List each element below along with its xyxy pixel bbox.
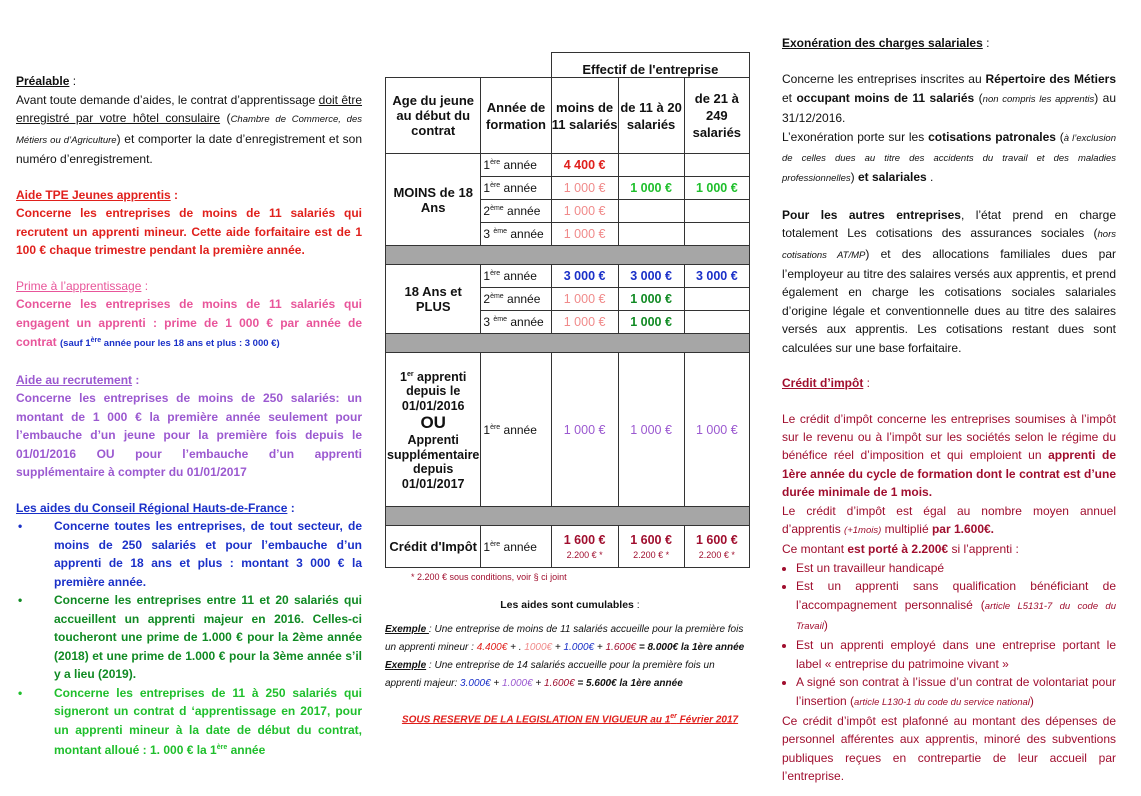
- empty-cell: [684, 223, 749, 246]
- prealable-colon: :: [69, 74, 77, 88]
- value-cell: 1 000 €: [551, 288, 618, 311]
- right-column: [782, 34, 1116, 786]
- left-column: [16, 72, 362, 760]
- separator-row: [386, 246, 750, 265]
- prealable-underline: doit être enregistré par votre hôtel consulaire: [16, 92, 363, 125]
- credit-conditions: [782, 559, 1116, 712]
- recrutement-colon: :: [132, 372, 140, 387]
- credit-title: Crédit d’impôt: [782, 376, 864, 391]
- bullet-icon: •: [18, 519, 23, 534]
- value-cell: 3 000 €: [551, 265, 618, 288]
- col-annee: Année de formation: [481, 78, 551, 154]
- year-3: 3 $^{ème}$ année: [481, 223, 551, 246]
- year-1: 1ère année: [481, 526, 551, 568]
- prealable-text-1: Avant toute demande d’aides, le contrat d’apprentissage: [16, 92, 319, 107]
- value-cell: 1 000 €: [618, 311, 684, 334]
- region-bullet-2: • Concerne les entreprises entre 11 et 20 salariés qui accueillent un apprenti majeur en 2016. Celles-ci toucheront une prime de 1.000 € pour la 2ème année (2018) et une prime de 1.000 € pour la 3ème année s’il y a lieu (2019).: [18, 593, 362, 682]
- prealable-italic: Chambre de Commerce, des Métiers ou d’Agriculture: [16, 114, 362, 146]
- empty-cell: [684, 311, 749, 334]
- prime-exception: (sauf 1ère année pour les 18 ans et plus : 3 000 €): [60, 337, 280, 350]
- exo-paragraph-1: Concerne les entreprises inscrites au Répertoire des Métiers et occupant moins de 11 salariés (non compris les apprentis) au 31/12/2016.: [782, 72, 1116, 126]
- row-18plus: 18 Ans et PLUS: [386, 265, 481, 334]
- condition-item: • Est un apprenti employé dans une entreprise portant le label « entreprise du patrimoine vivant »: [796, 636, 1116, 673]
- row-moins18: MOINS de 18 Ans: [386, 154, 481, 246]
- condition-item: • Est un travailleur handicapé: [796, 559, 1116, 577]
- credit-paragraph-2: Le crédit d’impôt est égal au nombre moyen annuel d’apprentis (+1mois) multiplié par 1.600€.: [782, 503, 1116, 536]
- value-cell: 1 000 €: [684, 353, 749, 507]
- middle-column: [385, 52, 755, 725]
- year-2: 2ème année: [481, 200, 551, 223]
- credit-paragraph-1: Le crédit d’impôt concerne les entreprises soumises à l’impôt sur le revenu ou à l’impôt sur les sociétés selon le régime du bénéfice réel d’imposition et qui emploient un apprenti de 1ère année du cycle de formation dont le contrat est d’une durée minimale de 1 mois.: [782, 411, 1116, 500]
- col-moins11: moins de 11 salariés: [551, 78, 618, 154]
- region-title: Les aides du Conseil Régional Hauts-de-France: [16, 500, 288, 515]
- value-cell: 1 000 €: [618, 177, 684, 200]
- col-age: Age du jeune au début du contrat: [386, 78, 481, 154]
- value-cell: 1 000 €: [551, 353, 618, 507]
- prime-colon: :: [141, 278, 149, 293]
- prealable-text-3: ) et comporter la date d’enregistrement et son numéro d’enregistrement.: [16, 131, 363, 166]
- exo-colon: :: [982, 36, 990, 50]
- col-11-20: de 11 à 20 salariés: [618, 78, 684, 154]
- tpe-colon: :: [170, 187, 179, 202]
- value-cell: 1 000 €: [618, 288, 684, 311]
- empty-cell: [684, 200, 749, 223]
- recrutement-title: Aide au recrutement: [16, 372, 133, 387]
- tpe-section: [16, 186, 362, 260]
- credit-cell: 1 600 € 2.200 € *: [618, 526, 684, 568]
- separator-row: [386, 507, 750, 526]
- table-footnote: * 2.200 € sous conditions, voir § ci joint: [411, 572, 567, 582]
- value-cell: 1 000 €: [551, 223, 618, 246]
- aides-table: [385, 52, 750, 568]
- region-bullet-3: • Concerne les entreprises de 11 à 250 salariés qui signeront un contrat d ‘apprentissage en 2017, pour un apprenti mineur à la date de début du contrat, montant alloué : 1. 000 € la 1ère année: [18, 685, 362, 758]
- exo-paragraph-3: Pour les autres entreprises, l’état prend en charge totalement Les cotisations des assurances sociales (hors cotisations AT/MP) et des allocations familiales dues par l’employeur au titre des salaires versés aux apprentis, et prend également en charge les cotisations sociales salariales d’origine légale et conventionnelle dues au titre des salaires versés aux apprentis. Les cotisations restant dues sont calculées sur une base forfaitaire.: [782, 207, 1117, 355]
- prime-section: [16, 277, 362, 354]
- year-1: 1ère année: [481, 265, 551, 288]
- value-cell: 3 000 €: [618, 265, 684, 288]
- value-cell: 1 000 €: [551, 200, 618, 223]
- year-3: 3 $^{ème}$ année: [481, 311, 551, 334]
- empty-cell: [618, 154, 684, 177]
- bullet-icon: •: [18, 593, 23, 608]
- reserve-note: SOUS RESERVE DE LA LEGISLATION EN VIGUEUR au 1er Février 2017: [401, 713, 739, 726]
- credit-paragraph-3: Ce montant est porté à 2.200€ si l’apprenti :: [782, 542, 1019, 557]
- region-section: [16, 499, 362, 760]
- year-1: 1ère année: [481, 353, 551, 507]
- example-1: Exemple : Une entreprise de moins de 11 salariés accueille pour la première fois un apprenti mineur : 4.400€ + . 1000€ + 1.000€ + 1.600€ = 8.000€ la 1ère année: [385, 624, 745, 653]
- examples: [385, 621, 751, 693]
- prealable-text-2: (: [220, 111, 231, 125]
- value-cell: 4 400 €: [551, 154, 618, 177]
- exo-title-line: [782, 34, 1116, 52]
- credit-title-line: [782, 374, 1116, 392]
- exo-title: Exonération des charges salariales: [782, 36, 983, 50]
- tpe-title: Aide TPE Jeunes apprentis: [16, 187, 171, 202]
- bullet-icon: •: [18, 685, 23, 700]
- separator-row: [386, 334, 750, 353]
- col-21-249: de 21 à 249 salariés: [684, 78, 749, 154]
- year-1: 1ère année: [481, 154, 551, 177]
- value-cell: 1 000 €: [551, 177, 618, 200]
- credit-colon: :: [863, 376, 870, 391]
- row-credit: Crédit d'Impôt: [386, 526, 481, 568]
- condition-item: • Est un apprenti sans qualification bénéficiant de l’accompagnement personnalisé (article L5131-7 du code du Travail): [796, 577, 1116, 636]
- exo-paragraph-2: L’exonération porte sur les cotisations patronales (à l’exclusion de celles dues au titre des accidents du travail et des maladies professionnelles) et salariales .: [782, 129, 1116, 185]
- region-colon: :: [287, 500, 295, 515]
- example-2: Exemple : Une entreprise de 14 salariés accueille pour la première fois un apprenti majeur: 3.000€ + 1.000€ + 1.600€ = 5.600€ la 1ère année: [385, 660, 715, 689]
- prealable-title: Préalable: [16, 74, 70, 88]
- value-cell: 1 000 €: [618, 353, 684, 507]
- credit-paragraph-4: Ce crédit d’impôt est plafonné au montant des dépenses de personnel afférentes aux apprentis, minoré des subventions publiques reçues en contrepartie de leur accueil par l’entreprise.: [782, 714, 1116, 784]
- empty-cell: [684, 154, 749, 177]
- year-2: 2ème année: [481, 288, 551, 311]
- empty-cell: [618, 223, 684, 246]
- credit-cell: 1 600 € 2.200 € *: [551, 526, 618, 568]
- condition-item: • A signé son contrat à l’issue d’un contrat de volontariat pour l’insertion (article L130-1 du code du service national): [796, 673, 1116, 712]
- year-1: 1ère année: [481, 177, 551, 200]
- value-cell: 1 000 €: [684, 177, 749, 200]
- region-bullet-1: • Concerne toutes les entreprises, de tout secteur, de moins de 250 salariés et pour l’embauche d’un apprenti de 18 ans et plus : montant 3 000 € la première année.: [18, 519, 362, 589]
- prime-title: Prime à l’apprentissage: [16, 278, 142, 293]
- effectif-header: Effectif de l'entreprise: [551, 53, 749, 78]
- prime-text: Concerne les entreprises de moins de 11 salariés qui engagent un apprenti : prime de 1 000 € par année de contrat: [16, 297, 362, 350]
- recrutement-text: Concerne les entreprises de moins de 250 salariés: un montant de 1 000 € la première année seulement pour l’embauche d’un jeune pour la première fois depuis le 01/01/2016 OU pour l’embauche d’un apprenti supplémentaire à compter du 01/01/2017: [16, 391, 362, 480]
- prealable-section: [16, 72, 362, 169]
- credit-cell: 1 600 € 2.200 € *: [684, 526, 749, 568]
- recrutement-section: [16, 371, 362, 482]
- value-cell: 1 000 €: [551, 311, 618, 334]
- region-list: [16, 517, 362, 760]
- cumul-note: Les aides sont cumulables :: [500, 599, 640, 611]
- row-premier-apprenti: 1er apprenti depuis le 01/01/2016 OU Apprenti supplémentaire depuis 01/01/2017: [386, 353, 481, 507]
- value-cell: 3 000 €: [684, 265, 749, 288]
- empty-cell: [684, 288, 749, 311]
- tpe-text: Concerne les entreprises de moins de 11 salariés qui recrutent un apprenti mineur. Cette aide forfaitaire est de 1 100 € chaque trimestre pendant la première année.: [16, 206, 362, 257]
- empty-cell: [618, 200, 684, 223]
